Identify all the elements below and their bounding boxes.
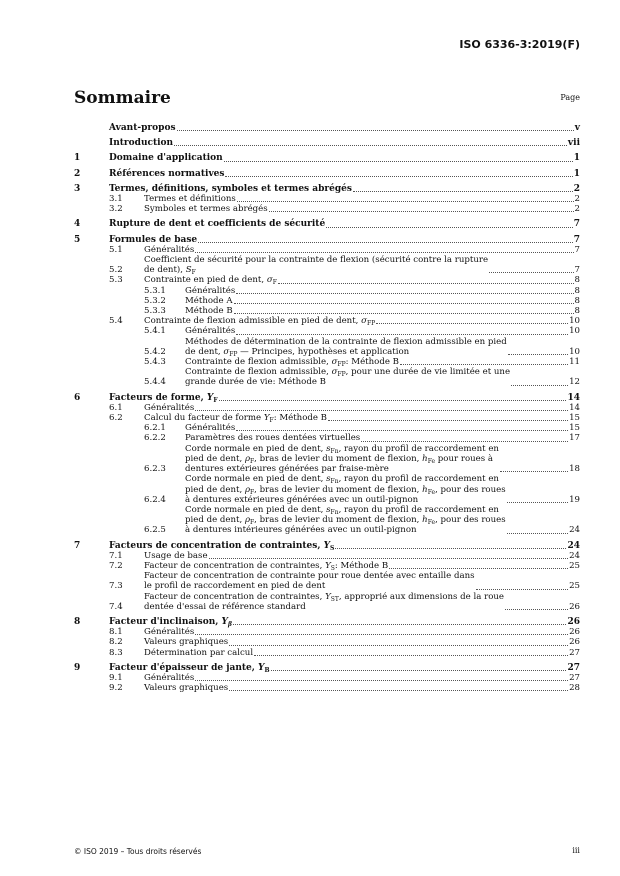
toc-entry-number: 9.2 [109,683,123,694]
toc-entry-title: Facteur de concentration de contraintes, $Y_S$: Méthode B [144,560,389,572]
toc-entry-page: 19 [569,494,580,505]
toc-entry-page: 24 [567,540,580,551]
toc-entry-page: 1 [573,153,580,164]
toc-entry-page: 25 [569,581,580,592]
dot-leader [269,211,574,212]
toc-entry[interactable] [74,169,580,179]
toc-entry[interactable] [74,505,580,536]
toc-entry-page: 11 [569,357,580,368]
toc-entry-number: 5.4.1 [144,326,166,337]
toc-entry[interactable] [74,444,580,475]
toc-entry-number: 7.1 [109,550,123,561]
toc-entry[interactable] [74,433,580,443]
dot-leader [507,533,568,534]
toc-entry-number: 5.1 [109,244,123,255]
toc-entry-title: Contrainte en pied de dent, $\sigma_F$ [144,275,277,287]
toc-entry-title: Généralités [144,672,195,683]
toc-entry-page: 26 [567,616,580,627]
toc-entry[interactable] [74,393,580,403]
toc-entry-page: 15 [569,413,580,424]
toc-entry-number: 3.1 [109,194,123,205]
toc-entry-title: Avant-propos [109,123,176,133]
toc-entry[interactable] [74,403,580,413]
dot-leader [271,670,567,671]
toc-entry-number: 8.3 [109,647,123,658]
toc-entry[interactable] [74,296,580,306]
dot-leader [326,227,573,228]
toc-entry-number: 6 [74,392,81,403]
toc-entry-page: 15 [569,423,580,434]
dot-leader [236,293,573,294]
toc-entry-title: Contrainte de flexion admissible, $\sigma_{FP}$: Méthode B [185,357,399,369]
toc-entry-number: 5.3.3 [144,306,166,317]
toc-entry-title: Méthodes de détermination de la contrainte de flexion admissible en pied de dent, $\sigma_{FP}$ — Principes, hypothèses et application [185,336,507,358]
toc-entry-page: 7 [574,244,580,255]
toc-entry-title: Contrainte de flexion admissible en pied de dent, $\sigma_{FP}$ [144,316,376,328]
dot-leader [237,201,574,202]
toc-entry-page: 12 [569,377,580,388]
toc-entry-title: Symboles et termes abrégés [144,204,268,215]
toc-entry-title: Références normatives [109,168,225,179]
toc-entry-number: 6.2 [109,413,123,424]
toc-entry-title: Valeurs graphiques [144,637,229,648]
toc-entry-page: vii [567,138,580,149]
dot-leader [234,313,574,314]
dot-leader [400,364,568,365]
toc-entry-page: 17 [569,433,580,444]
toc-entry[interactable] [74,194,580,204]
toc-entry[interactable] [74,561,580,571]
toc-entry-title: Généralités [144,402,195,413]
toc-entry[interactable] [74,474,580,505]
toc-entry-title: Détermination par calcul [144,647,254,658]
toc-entry-page: 10 [569,316,580,327]
toc-entry-title: Valeurs graphiques [144,683,229,694]
toc-entry[interactable] [74,337,580,357]
dot-leader [225,176,572,177]
toc-entry[interactable] [74,648,580,658]
toc-entry[interactable] [74,123,580,133]
dot-leader [198,242,573,243]
toc-entry-number: 7.3 [109,581,123,592]
toc-entry-number: 5.4 [109,316,123,327]
toc-entry-title: Méthode B [185,306,233,317]
toc-entry-page: 2 [573,183,580,194]
toc-entry-page: 7 [574,265,580,276]
dot-leader [229,690,568,691]
toc-entry-number: 5.4.3 [144,357,166,368]
toc-entry-page: 10 [569,326,580,337]
dot-leader [219,400,567,401]
toc-entry-title: Contrainte de flexion admissible, $\sigma_{FP}$, pour une durée de vie limitée et une grande durée de vie: Méthode B [185,367,511,388]
toc-entry[interactable] [74,663,580,673]
table-of-contents [74,123,580,693]
toc-entry[interactable] [74,592,580,612]
toc-entry[interactable] [74,637,580,647]
dot-leader [209,558,569,559]
toc-entry[interactable] [74,627,580,637]
dot-leader [476,589,569,590]
dot-leader [195,634,568,635]
toc-entry[interactable] [74,541,580,551]
toc-entry-number: 6.2.4 [144,494,166,505]
toc-entry-page: 24 [569,550,580,561]
toc-entry-title: Formules de base [109,234,198,245]
toc-entry-title: Généralités [185,285,236,296]
toc-entry-title: Facteur d'inclinaison, $Y_\beta$ [109,616,232,628]
toc-entry[interactable] [74,219,580,229]
toc-entry[interactable] [74,306,580,316]
dot-leader [278,283,574,284]
toc-entry-page: 27 [567,662,580,673]
toc-entry-number: 6.1 [109,402,123,413]
toc-entry-title: Méthode A [185,295,233,306]
dot-leader [195,410,568,411]
toc-entry-page: v [574,123,580,133]
toc-entry-number: 7.4 [109,601,123,612]
dot-leader [508,354,568,355]
toc-entry-title: Usage de base [144,550,208,561]
toc-entry-number: 6.2.5 [144,525,166,536]
toc-entry-title: Généralités [144,244,195,255]
toc-entry-number: 1 [74,153,81,164]
dot-leader [335,548,566,549]
toc-entry[interactable] [74,235,580,245]
toc-entry-page: 2 [574,194,580,205]
dot-leader [177,130,574,131]
toc-entry-number: 2 [74,168,81,179]
toc-entry-page: 26 [569,627,580,638]
toc-entry-number: 8 [74,616,81,627]
page-column-header: Page [560,93,580,102]
toc-entry-title: Généralités [185,423,236,434]
toc-entry[interactable] [74,286,580,296]
dot-leader [236,334,568,335]
toc-entry[interactable] [74,357,580,367]
toc-entry-page: 1 [573,168,580,179]
toc-entry-title: Paramètres des roues dentées virtuelles [185,433,361,444]
toc-entry-page: 10 [569,346,580,357]
standard-designation: ISO 6336-3:2019(F) [459,38,580,51]
dot-leader [229,645,568,646]
toc-entry-page: 8 [574,285,580,296]
toc-entry-page: 7 [573,234,580,245]
toc-entry-title: Facteur de concentration de contraintes, $Y_{ST}$, approprié aux dimensions de la roue dentée d'essai de référence standard [144,591,505,612]
toc-entry-title: Termes et définitions [144,194,236,205]
toc-entry-title: Facteur d'épaisseur de jante, $Y_B$ [109,662,270,674]
toc-entry-number: 5.4.4 [144,377,166,388]
dot-leader [489,272,573,273]
toc-entry[interactable] [74,673,580,683]
toc-entry-page: 27 [569,647,580,658]
toc-entry-number: 8.2 [109,637,123,648]
toc-entry-page: 14 [569,402,580,413]
toc-entry-number: 7.2 [109,560,123,571]
dot-leader [234,303,574,304]
toc-entry[interactable] [74,571,580,591]
toc-entry-number: 3.2 [109,204,123,215]
toc-entry[interactable] [74,275,580,285]
toc-entry-number: 6.2.2 [144,433,166,444]
toc-entry-number: 9.1 [109,672,123,683]
toc-entry[interactable] [74,413,580,423]
toc-entry-number: 5.3.2 [144,295,166,306]
dot-leader [254,655,568,656]
dot-leader [328,420,568,421]
toc-entry-number: 4 [74,219,81,230]
toc-entry[interactable] [74,316,580,326]
toc-entry-page: 28 [569,683,580,694]
toc-entry[interactable] [74,617,580,627]
toc-entry-title: Généralités [185,326,236,337]
dot-leader [353,191,573,192]
toc-entry-page: 8 [574,295,580,306]
dot-leader [507,502,568,503]
toc-entry-title: Facteurs de forme, $Y_F$ [109,392,218,404]
toc-entry-page: 18 [569,464,580,475]
copyright-notice: © ISO 2019 – Tous droits réservés [74,847,202,856]
dot-leader [500,471,568,472]
toc-entry[interactable] [74,138,580,148]
page-title: Sommaire [74,88,171,108]
toc-entry-title: Calcul du facteur de forme $Y_F$: Méthode B [144,413,327,425]
page-number: iii [572,846,580,855]
toc-entry[interactable] [74,245,580,255]
toc-entry-page: 24 [569,525,580,536]
toc-entry-number: 8.1 [109,627,123,638]
toc-entry-number: 9 [74,662,81,673]
toc-entry-title: Domaine d'application [109,153,223,164]
toc-entry-page: 2 [574,204,580,215]
toc-entry-number: 5.3 [109,275,123,286]
dot-leader [389,568,568,569]
dot-leader [174,145,567,146]
toc-entry[interactable] [74,423,580,433]
dot-leader [361,441,568,442]
dot-leader [195,680,568,681]
toc-entry-page: 8 [574,275,580,286]
toc-entry[interactable] [74,683,580,693]
toc-entry-number: 3 [74,183,81,194]
toc-entry[interactable] [74,153,580,163]
dot-leader [224,161,573,162]
dot-leader [511,385,568,386]
toc-entry-page: 26 [569,637,580,648]
toc-entry-page: 7 [573,219,580,230]
toc-entry-title: Corde normale en pied de dent, $s_{Fn}$, rayon du profil de raccordement en pied de dent, $\rho_F$, bras de levier du moment de flexion, $h_{Fe}$, pour des roues à dentures extérieures générées avec un outil-pignon [185,474,506,505]
toc-entry-number: 5.4.2 [144,346,166,357]
toc-entry-title: Généralités [144,627,195,638]
toc-entry-page: 14 [567,392,580,403]
toc-entry[interactable] [74,255,580,275]
toc-entry-number: 5.2 [109,265,123,276]
toc-entry[interactable] [74,184,580,194]
toc-entry[interactable] [74,326,580,336]
dot-leader [376,323,568,324]
toc-entry-number: 7 [74,540,81,551]
dot-leader [505,609,568,610]
toc-entry-title: Termes, définitions, symboles et termes abrégés [109,183,352,194]
toc-entry-title: Corde normale en pied de dent, $s_{Fn}$, rayon du profil de raccordement en pied de dent, $\rho_F$, bras de levier du moment de flexion, $h_{Fe}$ pour roues à dentures extérieures générées par fraise-mère [185,443,499,475]
toc-entry-number: 6.2.3 [144,464,166,475]
toc-entry[interactable] [74,367,580,387]
toc-entry-title: Introduction [109,138,174,149]
dot-leader [236,430,568,431]
toc-entry-number: 6.2.1 [144,423,166,434]
toc-entry-title: Coefficient de sécurité pour la contrainte de flexion (sécurité contre la rupture de dent), $S_F$ [144,255,489,277]
toc-entry-page: 27 [569,672,580,683]
toc-entry-title: Rupture de dent et coefficients de sécurité [109,219,326,230]
toc-entry-page: 25 [569,560,580,571]
toc-entry-number: 5.3.1 [144,285,166,296]
dot-leader [233,624,567,625]
dot-leader [195,252,573,253]
toc-entry-page: 26 [569,601,580,612]
toc-entry[interactable] [74,551,580,561]
toc-entry-title: Corde normale en pied de dent, $s_{Fn}$, rayon du profil de raccordement en pied de dent, $\rho_F$, bras de levier du moment de flexion, $h_{Fe}$, pour des roues à dentures intérieures générées avec un outil-pignon [185,504,506,536]
toc-entry-number: 5 [74,234,81,245]
toc-entry-page: 8 [574,306,580,317]
toc-entry[interactable] [74,204,580,214]
toc-entry-title: Facteur de concentration de contrainte pour roue dentée avec entaille dans le profil de raccordement en pied de dent [144,571,475,592]
toc-entry-title: Facteurs de concentration de contraintes, $Y_S$ [109,540,335,552]
